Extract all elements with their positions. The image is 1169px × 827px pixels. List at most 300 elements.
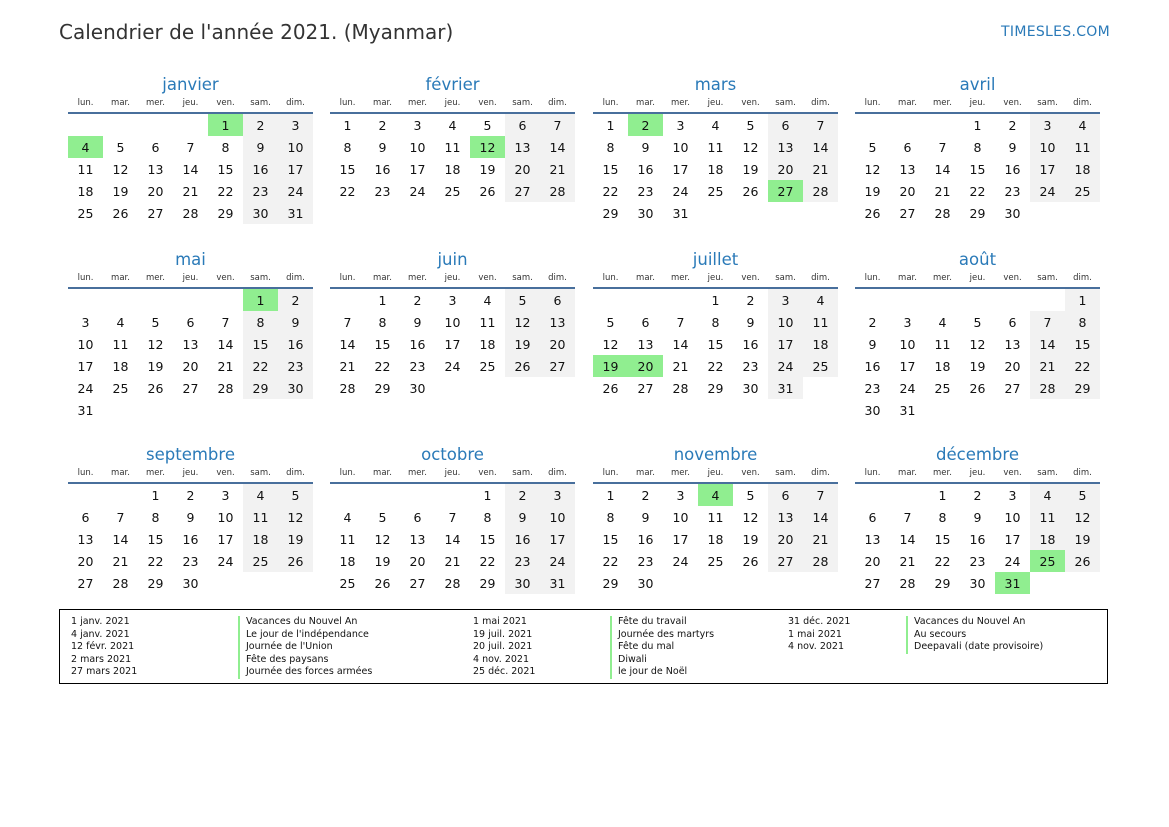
day-cell: 14 — [672, 336, 689, 352]
day-cell: 17 — [409, 161, 426, 177]
day-cell: 11 — [479, 314, 496, 330]
holiday-legend — [59, 609, 1108, 684]
day-cell: 12 — [147, 336, 164, 352]
day-cell: 16 — [278, 333, 313, 355]
day-cell: 24 — [217, 553, 234, 569]
day-cell: 16 — [969, 531, 986, 547]
day-cell: 19 — [278, 528, 313, 550]
day-cell: 29 — [602, 575, 619, 591]
day-cell: 20 — [182, 358, 199, 374]
day-cell: 23 — [864, 380, 881, 396]
weekday-label: lun. — [77, 273, 94, 283]
day-cell: 1 — [151, 487, 160, 503]
day-cell: 13 — [182, 336, 199, 352]
legend-date: 12 févr. 2021 — [71, 641, 135, 652]
legend-holiday-name: Journée de l'Union — [238, 641, 333, 654]
day-cell: 16 — [505, 528, 540, 550]
day-cell: 21 — [339, 358, 356, 374]
weekday-label: ven. — [216, 273, 235, 283]
empty-cell — [663, 289, 698, 311]
day-cell: 20 — [540, 333, 575, 355]
weekday-label: ven. — [741, 468, 760, 478]
day-cell: 28 — [803, 550, 838, 572]
day-cell: 9 — [1008, 139, 1017, 155]
day-cell: 21 — [444, 553, 461, 569]
day-cell: 14 — [899, 531, 916, 547]
day-cell: 4 — [711, 117, 720, 133]
day-cell: 9 — [973, 509, 982, 525]
day-cell: 4 — [483, 292, 492, 308]
day-cell: 26 — [112, 205, 129, 221]
day-cell: 8 — [243, 311, 278, 333]
day-cell: 16 — [243, 158, 278, 180]
day-cell: 14 — [444, 531, 461, 547]
weekday-label: mar. — [111, 468, 130, 478]
legend-date: 4 janv. 2021 — [71, 628, 130, 640]
day-cell: 16 — [409, 336, 426, 352]
day-cell: 21 — [899, 553, 916, 569]
day-cell: 24 — [768, 355, 803, 377]
day-cell: 7 — [343, 314, 352, 330]
day-cell: 27 — [182, 380, 199, 396]
day-cell: 21 — [112, 553, 129, 569]
month-août — [855, 248, 1100, 421]
empty-cell — [103, 289, 138, 311]
weekday-label: ven. — [1003, 98, 1022, 108]
day-cell: 13 — [409, 531, 426, 547]
day-cell: 16 — [182, 531, 199, 547]
day-cell: 23 — [1004, 183, 1021, 199]
day-cell: 15 — [602, 161, 619, 177]
month-name: septembre — [146, 445, 235, 464]
legend-holiday-name: Fête du travail — [610, 616, 687, 629]
empty-cell — [365, 484, 400, 506]
day-cell: 20 — [77, 553, 94, 569]
day-cell: 13 — [637, 336, 654, 352]
day-cell: 12 — [742, 509, 759, 525]
day-cell: 28 — [803, 180, 838, 202]
weekday-label: ven. — [478, 468, 497, 478]
day-cell: 22 — [339, 183, 356, 199]
weekday-label: jeu. — [444, 98, 461, 108]
day-cell: 25 — [707, 553, 724, 569]
weekday-header — [330, 97, 575, 114]
day-cell: 15 — [602, 531, 619, 547]
day-cell: 30 — [969, 575, 986, 591]
day-cell: 4 — [803, 289, 838, 311]
weekday-label: dim. — [286, 273, 305, 283]
weekday-label: lun. — [339, 273, 356, 283]
day-cell: 15 — [243, 333, 278, 355]
day-cell: 6 — [868, 509, 877, 525]
day-cell: 21 — [803, 528, 838, 550]
day-cell: 11 — [77, 161, 94, 177]
day-cell: 7 — [903, 509, 912, 525]
day-cell: 20 — [505, 158, 540, 180]
weekday-label: mer. — [146, 98, 165, 108]
weekday-label: mar. — [636, 273, 655, 283]
day-cell: 1 — [606, 117, 615, 133]
day-cell: 26 — [969, 380, 986, 396]
day-cell: 27 — [768, 550, 803, 572]
weekday-label: sam. — [775, 273, 796, 283]
day-cell: 13 — [505, 136, 540, 158]
brand-link[interactable]: TIMESLES.COM — [1001, 24, 1110, 40]
day-cell: 12 — [278, 506, 313, 528]
legend-holiday-name: Fête des paysans — [238, 654, 328, 667]
weekday-label: ven. — [216, 98, 235, 108]
day-cell: 30 — [409, 380, 426, 396]
day-cell: 5 — [116, 139, 125, 155]
day-cell: 30 — [742, 380, 759, 396]
day-cell: 30 — [637, 575, 654, 591]
day-cell: 20 — [147, 183, 164, 199]
empty-cell — [1030, 289, 1065, 311]
weekday-header — [68, 272, 313, 289]
day-cell: 31 — [768, 377, 803, 399]
day-cell: 23 — [243, 180, 278, 202]
empty-cell — [960, 289, 995, 311]
legend-date: 25 déc. 2021 — [473, 666, 536, 677]
weekday-header — [330, 467, 575, 484]
weekday-label: mer. — [146, 468, 165, 478]
day-cell: 16 — [637, 161, 654, 177]
month-juillet — [593, 248, 838, 399]
day-cell: 17 — [444, 336, 461, 352]
month-février — [330, 73, 575, 202]
day-cell: 28 — [672, 380, 689, 396]
day-cell: 26 — [864, 205, 881, 221]
day-cell: 25 — [243, 550, 278, 572]
day-cell: 2 — [243, 114, 278, 136]
day-cell: 14 — [217, 336, 234, 352]
weekday-label: mer. — [146, 273, 165, 283]
month-name: décembre — [936, 445, 1019, 464]
day-cell: 31 — [77, 402, 94, 418]
day-cell: 14 — [803, 136, 838, 158]
day-cell: 26 — [374, 575, 391, 591]
day-cell: 14 — [934, 161, 951, 177]
day-cell: 22 — [707, 358, 724, 374]
day-cell: 10 — [409, 139, 426, 155]
day-cell: 5 — [746, 117, 755, 133]
day-cell: 15 — [707, 336, 724, 352]
day-cell: 23 — [742, 358, 759, 374]
day-cell: 7 — [1030, 311, 1065, 333]
day-cell: 29 — [707, 380, 724, 396]
day-cell: 28 — [112, 575, 129, 591]
legend-holiday-name: le jour de Noël — [610, 666, 687, 679]
day-cell: 5 — [606, 314, 615, 330]
day-cell: 2 — [278, 289, 313, 311]
day-cell: 22 — [1065, 355, 1100, 377]
day-cell: 7 — [676, 314, 685, 330]
day-cell: 24 — [444, 358, 461, 374]
day-cell: 1 — [378, 292, 387, 308]
month-name: avril — [959, 75, 996, 94]
day-cell: 6 — [1008, 314, 1017, 330]
weekday-label: mer. — [933, 273, 952, 283]
days-grid — [593, 289, 838, 399]
day-cell: 24 — [1030, 180, 1065, 202]
weekday-label: mar. — [373, 273, 392, 283]
day-cell: 2 — [641, 487, 650, 503]
day-cell: 2 — [973, 487, 982, 503]
day-cell: 11 — [707, 509, 724, 525]
day-cell: 23 — [505, 550, 540, 572]
weekday-label: sam. — [1037, 468, 1058, 478]
day-cell: 8 — [151, 509, 160, 525]
day-cell: 28 — [899, 575, 916, 591]
day-cell: 13 — [147, 161, 164, 177]
weekday-label: dim. — [548, 468, 567, 478]
day-cell: 19 — [112, 183, 129, 199]
day-cell: 31 — [278, 202, 313, 224]
day-cell: 7 — [938, 139, 947, 155]
weekday-header — [855, 467, 1100, 484]
day-cell: 1 — [973, 117, 982, 133]
day-cell: 16 — [637, 531, 654, 547]
day-cell: 18 — [707, 531, 724, 547]
day-cell: 8 — [711, 314, 720, 330]
legend-date: 2 mars 2021 — [71, 653, 132, 665]
weekday-label: ven. — [216, 468, 235, 478]
day-cell: 30 — [637, 205, 654, 221]
day-cell: 21 — [182, 183, 199, 199]
day-cell: 17 — [540, 528, 575, 550]
holiday-day-cell: 2 — [628, 114, 663, 136]
day-cell: 18 — [1065, 158, 1100, 180]
weekday-label: mar. — [111, 273, 130, 283]
day-cell: 2 — [505, 484, 540, 506]
day-cell: 25 — [77, 205, 94, 221]
day-cell: 7 — [448, 509, 457, 525]
day-cell: 27 — [505, 180, 540, 202]
weekday-label: mer. — [933, 468, 952, 478]
day-cell: 17 — [217, 531, 234, 547]
legend-holiday-name: Vacances du Nouvel An — [238, 616, 357, 629]
weekday-label: jeu. — [969, 468, 986, 478]
month-name: juin — [437, 250, 468, 269]
day-cell: 22 — [479, 553, 496, 569]
day-cell: 8 — [378, 314, 387, 330]
day-cell: 24 — [1004, 553, 1021, 569]
days-grid — [593, 114, 838, 224]
day-cell: 18 — [707, 161, 724, 177]
weekday-label: dim. — [811, 468, 830, 478]
day-cell: 10 — [768, 311, 803, 333]
empty-cell — [890, 114, 925, 136]
empty-cell — [173, 114, 208, 136]
day-cell: 3 — [448, 292, 457, 308]
day-cell: 7 — [803, 114, 838, 136]
day-cell: 28 — [934, 205, 951, 221]
day-cell: 15 — [934, 531, 951, 547]
day-cell: 19 — [742, 531, 759, 547]
day-cell: 13 — [540, 311, 575, 333]
day-cell: 10 — [217, 509, 234, 525]
month-name: juillet — [692, 250, 739, 269]
day-cell: 6 — [186, 314, 195, 330]
holiday-day-cell: 1 — [243, 289, 278, 311]
day-cell: 23 — [637, 553, 654, 569]
day-cell: 17 — [768, 333, 803, 355]
day-cell: 8 — [483, 509, 492, 525]
day-cell: 13 — [768, 506, 803, 528]
weekday-label: mer. — [671, 273, 690, 283]
day-cell: 12 — [864, 161, 881, 177]
day-cell: 19 — [505, 333, 540, 355]
empty-cell — [925, 114, 960, 136]
weekday-label: dim. — [286, 98, 305, 108]
weekday-label: jeu. — [707, 98, 724, 108]
day-cell: 4 — [343, 509, 352, 525]
weekday-header — [855, 272, 1100, 289]
day-cell: 19 — [864, 183, 881, 199]
day-cell: 15 — [147, 531, 164, 547]
empty-cell — [890, 484, 925, 506]
day-cell: 1 — [711, 292, 720, 308]
day-cell: 19 — [742, 161, 759, 177]
legend-date: 27 mars 2021 — [71, 666, 138, 677]
day-cell: 15 — [217, 161, 234, 177]
day-cell: 15 — [339, 161, 356, 177]
day-cell: 4 — [116, 314, 125, 330]
day-cell: 5 — [151, 314, 160, 330]
weekday-label: jeu. — [182, 98, 199, 108]
legend-date: 20 juil. 2021 — [473, 641, 533, 652]
day-cell: 6 — [768, 114, 803, 136]
weekday-label: dim. — [548, 98, 567, 108]
days-grid — [330, 484, 575, 594]
day-cell: 30 — [182, 575, 199, 591]
legend-holiday-name: Deepavali (date provisoire) — [906, 641, 1043, 654]
day-cell: 22 — [602, 553, 619, 569]
day-cell: 29 — [147, 575, 164, 591]
month-name: février — [425, 75, 480, 94]
month-name: novembre — [673, 445, 758, 464]
day-cell: 20 — [768, 528, 803, 550]
day-cell: 16 — [1004, 161, 1021, 177]
day-cell: 12 — [505, 311, 540, 333]
day-cell: 13 — [77, 531, 94, 547]
legend-holiday-name: Journée des martyrs — [610, 629, 714, 642]
month-mars — [593, 73, 838, 224]
day-cell: 11 — [444, 139, 461, 155]
weekday-label: dim. — [1073, 468, 1092, 478]
day-cell: 11 — [1030, 506, 1065, 528]
day-cell: 30 — [864, 402, 881, 418]
weekday-header — [68, 97, 313, 114]
weekday-label: sam. — [775, 468, 796, 478]
day-cell: 24 — [672, 183, 689, 199]
weekday-label: lun. — [77, 98, 94, 108]
day-cell: 8 — [221, 139, 230, 155]
month-janvier — [68, 73, 313, 224]
weekday-label: lun. — [77, 468, 94, 478]
empty-cell — [330, 289, 365, 311]
weekday-label: jeu. — [707, 273, 724, 283]
month-décembre — [855, 443, 1100, 594]
day-cell: 20 — [768, 158, 803, 180]
day-cell: 5 — [278, 484, 313, 506]
day-cell: 18 — [339, 553, 356, 569]
weekday-label: dim. — [811, 273, 830, 283]
day-cell: 22 — [243, 355, 278, 377]
day-cell: 17 — [77, 358, 94, 374]
weekday-label: mar. — [373, 468, 392, 478]
weekday-label: lun. — [864, 273, 881, 283]
empty-cell — [925, 289, 960, 311]
day-cell: 14 — [803, 506, 838, 528]
days-grid — [593, 484, 838, 594]
weekday-label: mer. — [933, 98, 952, 108]
day-cell: 4 — [1065, 114, 1100, 136]
day-cell: 29 — [602, 205, 619, 221]
day-cell: 3 — [413, 117, 422, 133]
day-cell: 9 — [746, 314, 755, 330]
empty-cell — [593, 289, 628, 311]
month-avril — [855, 73, 1100, 224]
day-cell: 25 — [479, 358, 496, 374]
days-grid — [855, 114, 1100, 224]
day-cell: 19 — [147, 358, 164, 374]
day-cell: 18 — [479, 336, 496, 352]
month-name: août — [958, 250, 997, 269]
day-cell: 16 — [864, 358, 881, 374]
day-cell: 30 — [505, 572, 540, 594]
day-cell: 7 — [540, 114, 575, 136]
day-cell: 10 — [1030, 136, 1065, 158]
legend-date: 4 nov. 2021 — [473, 653, 529, 665]
weekday-header — [68, 467, 313, 484]
month-name: octobre — [421, 445, 484, 464]
weekday-label: mar. — [111, 98, 130, 108]
day-cell: 28 — [1030, 377, 1065, 399]
day-cell: 7 — [803, 484, 838, 506]
day-cell: 19 — [479, 161, 496, 177]
weekday-header — [593, 272, 838, 289]
weekday-label: dim. — [811, 98, 830, 108]
day-cell: 25 — [339, 575, 356, 591]
day-cell: 1 — [606, 487, 615, 503]
day-cell: 26 — [147, 380, 164, 396]
weekday-label: sam. — [250, 273, 271, 283]
holiday-day-cell: 1 — [208, 114, 243, 136]
day-cell: 4 — [243, 484, 278, 506]
day-cell: 28 — [182, 205, 199, 221]
day-cell: 8 — [1065, 311, 1100, 333]
month-name: janvier — [162, 75, 219, 94]
day-cell: 16 — [742, 336, 759, 352]
holiday-day-cell: 4 — [68, 136, 103, 158]
day-cell: 29 — [243, 377, 278, 399]
empty-cell — [138, 289, 173, 311]
day-cell: 5 — [868, 139, 877, 155]
day-cell: 10 — [444, 314, 461, 330]
day-cell: 25 — [707, 183, 724, 199]
weekday-label: jeu. — [444, 273, 461, 283]
weekday-label: sam. — [1037, 273, 1058, 283]
day-cell: 19 — [1065, 528, 1100, 550]
day-cell: 12 — [602, 336, 619, 352]
weekday-label: sam. — [512, 468, 533, 478]
day-cell: 27 — [1004, 380, 1021, 396]
day-cell: 25 — [803, 355, 838, 377]
empty-cell — [208, 289, 243, 311]
days-grid — [68, 114, 313, 224]
day-cell: 22 — [969, 183, 986, 199]
